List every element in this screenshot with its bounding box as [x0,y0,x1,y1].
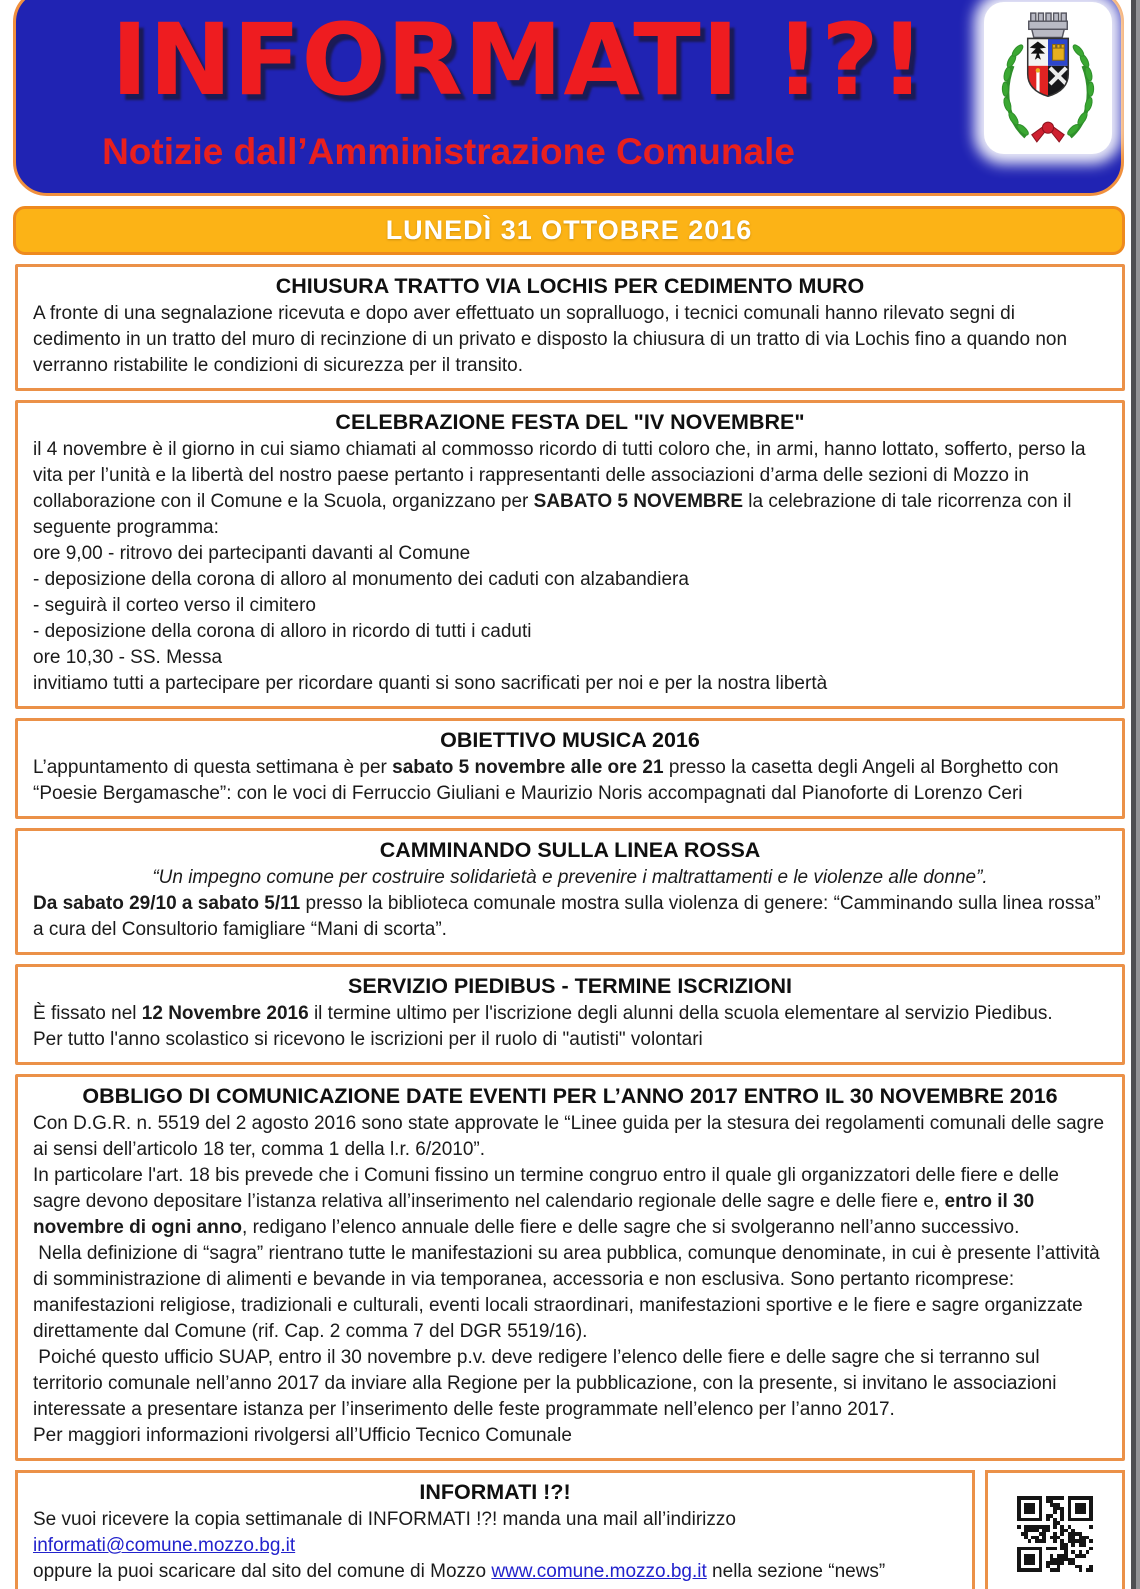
section-title: CELEBRAZIONE FESTA DEL "IV NOVEMBRE" [335,410,805,434]
section-body: Con D.G.R. n. 5519 del 2 agosto 2016 sono state approvate le “Linee guida per la stesura dei regolamenti comunali delle sagre ai sensi dell’articolo 18 ter, comma 1 della l.r. 6/2010”. In particolare l'art. 18 bis prevede che i Comuni fissino un termine congruo entro il quale gli organizzatori delle fiere e delle sagre devono depositare l’istanza relativa all’inserimento nel calendario regionale delle sagre e delle fiere e, entro il 30 novembre di ogni anno, redigano l’elenco annuale delle fiere e delle sagre che si svolgeranno nell’anno successivo. Nella definizione di “sagra” rientrano tutte le manifestazioni su area pubblica, comunque denominate, in cui è presente l’attività di somministrazione di alimenti e bevande in via temporanea, accessoria e non esclusiva. Sono pertanto ricomprese: manifestazioni religiose, tradizionali e culturali, eventi locali straordinari, manifestazioni sportive e le fiere e sagre organizzate direttamente dal Comune (rif. Cap. 2 comma 7 del DGR 5519/16). Poiché questo ufficio SUAP, entro il 30 novembre p.v. deve redigere l’elenco delle fiere e delle sagre che si terranno sul territorio comunale nell’anno 2017 da inviare alla Regione per la pubblicazione, con la presente, si invitano le associazioni interessate a presentare istanza per l’inserimento delle feste programmate nell’elenco per l’anno 2017. Per maggiori informazioni rivolgersi all’Ufficio Tecnico Comunale [33,1113,1105,1446]
date-banner-label: LUNEDÌ 31 OTTOBRE 2016 [385,215,753,245]
section-box-obiettivo-musica [15,718,1125,819]
section-body: il 4 novembre è il giorno in cui siamo chiamati al commosso ricordo di tutti coloro che, in armi, hanno lottato, sofferto, perso la vita per l’unità e la libertà del nostro paese pertanto i rappresentanti delle associazioni d’arma delle sezioni di Mozzo in collaborazione con il Comune e la Scuola, organizzano per SABATO 5 NOVEMBRE la celebrazione di tale ricorrenza con il seguente programma: ore 9,00 - ritrovo dei partecipanti davanti al Comune - deposizione della corona di alloro al monumento dei caduti con alzabandiera - seguirà il corteo verso il cimitero - deposizione della corona di alloro in ricordo di tutti i caduti ore 10,30 - SS. Messa invitiamo tutti a partecipare per ricordare quanti si sono sacrificati per noi e per la nostra libertà [33,439,1086,694]
section-box-chiusura-muro [15,264,1125,391]
qr-code-icon [1017,1496,1093,1572]
website-link[interactable]: www.comune.mozzo.bg.it [491,1561,707,1582]
footer-body: Se vuoi ricevere la copia settimanale di INFORMATI !?! manda una mail all’indirizzo informati@comune.mozzo.bg.it oppure la puoi scaricare dal sito del comune di Mozzo www.comune.mozzo.bg.it nella sezione “news” [33,1509,886,1582]
footer-info-box [15,1470,975,1589]
page-edge-strip [1131,0,1140,1589]
municipal-crest-icon [995,7,1101,149]
section-box-festa-iv-novembre [15,400,1125,709]
qr-panel [985,1470,1125,1589]
section-body: È fissato nel 12 Novembre 2016 il termine ultimo per l'iscrizione degli alunni della scuola elementare al servizio Piedibus. Per tutto l'anno scolastico si ricevono le iscrizioni per il ruolo di "autisti" volontari [33,1003,1053,1050]
articles [0,264,1140,1461]
email-link[interactable]: informati@comune.mozzo.bg.it [33,1535,296,1556]
section-body: L’appuntamento di questa settimana è per sabato 5 novembre alle ore 21 presso la casetta degli Angeli al Borghetto con “Poesie Bergamasche”: con le voci di Ferruccio Giuliani e Maurizio Noris accompagnati dal Pianoforte di Lorenzo Ceri [33,757,1059,804]
section-body: A fronte di una segnalazione ricevuta e dopo aver effettuato un sopralluogo, i tecnici comunali hanno rilevato segni di cedimento in un tratto del muro di recinzione di un privato e disposto la chiusura di un tratto di via Lochis fino a quando non verranno ristabilite le condizioni di sicurezza per il transito. [33,303,1068,376]
newsletter-title: INFORMATI !?! [111,3,926,118]
footer [15,1470,1125,1589]
section-body: “Un impegno comune per costruire solidarietà e prevenire i maltrattamenti e le violenze alle donne”. Da sabato 29/10 a sabato 5/11 presso la biblioteca comunale mostra sulla violenza di genere: “Camminando sulla linea rossa” a cura del Consultorio famigliare “Mani di scorta”. [33,867,1101,940]
section-title: OBIETTIVO MUSICA 2016 [440,728,700,752]
section-title: CHIUSURA TRATTO VIA LOCHIS PER CEDIMENTO MURO [275,274,865,298]
section-box-obbligo-date-eventi [15,1074,1125,1461]
crest-panel [984,2,1112,154]
section-title: SERVIZIO PIEDIBUS - TERMINE ISCRIZIONI [348,974,792,998]
newsletter-subtitle: Notizie dall’Amministrazione Comunale [102,131,795,172]
section-title: CAMMINANDO SULLA LINEA ROSSA [379,838,761,862]
masthead [13,0,1124,196]
section-box-piedibus [15,964,1125,1065]
section-title: OBBLIGO DI COMUNICAZIONE DATE EVENTI PER L’ANNO 2017 ENTRO IL 30 NOVEMBRE 2016 [82,1084,1058,1108]
date-banner [13,206,1125,255]
footer-title: INFORMATI !?! [419,1480,571,1504]
section-box-linea-rossa [15,828,1125,955]
